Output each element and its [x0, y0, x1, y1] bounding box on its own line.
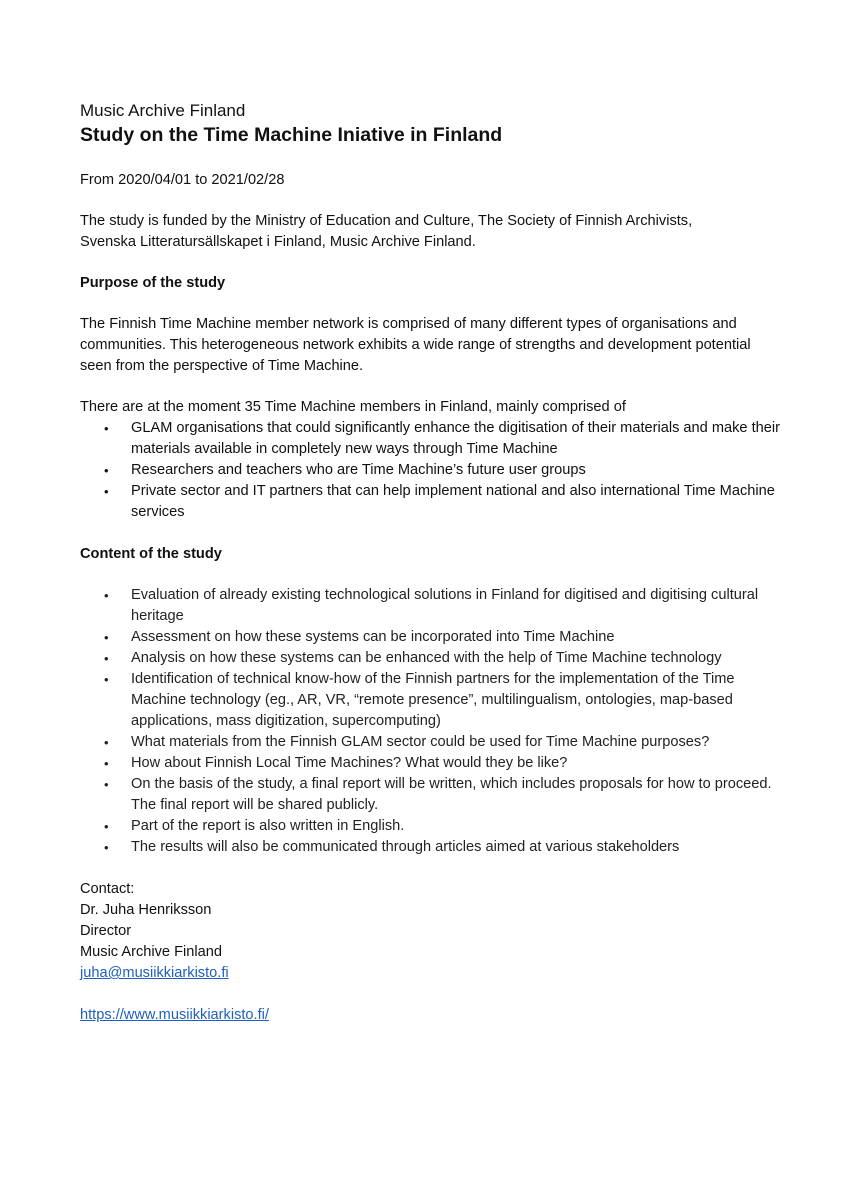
list-item: • Identification of technical know-how of the Finnish partners for the implementation of the Time Machine technology (eg., AR, VR, “remote presence”, multilingualism, ontologies, map-based applications, mass digitization, supercomputing) — [104, 671, 735, 729]
website-link[interactable]: https://www.musiikkiarkisto.fi/ — [80, 1007, 269, 1023]
bullet-icon: • — [104, 651, 109, 666]
bullet-icon: • — [104, 463, 109, 478]
bullet-icon: • — [104, 484, 109, 499]
bullet-icon: • — [104, 735, 109, 750]
funding-line-1: The study is funded by the Ministry of Education and Culture, The Society of Finnish Archivists, — [80, 213, 693, 229]
funding-line-2: Svenska Litteratursällskapet i Finland, Music Archive Finland. — [80, 234, 476, 250]
list-item: • The results will also be communicated through articles aimed at various stakeholders — [80, 837, 780, 858]
list-item: • Assessment on how these systems can be incorporated into Time Machine — [80, 627, 780, 648]
bullet-icon: • — [104, 630, 109, 645]
list-item: • Analysis on how these systems can be enhanced with the help of Time Machine technology — [80, 648, 780, 669]
bullet-icon: • — [104, 672, 109, 687]
list-item: • Part of the report is also written in English. — [80, 816, 780, 837]
bullet-icon: • — [104, 588, 109, 603]
email-link[interactable]: juha@musiikkiarkisto.fi — [80, 965, 229, 981]
contact-org: Music Archive Finland — [80, 944, 222, 960]
purpose-list — [80, 418, 780, 523]
members-intro: There are at the moment 35 Time Machine members in Finland, mainly comprised of — [80, 399, 626, 415]
bullet-icon: • — [104, 819, 109, 834]
list-item: • GLAM organisations that could significantly enhance the digitisation of their materials and make their materials available in completely new ways through Time Machine — [104, 420, 780, 457]
bullet-icon: • — [104, 421, 109, 436]
bullet-icon: • — [104, 756, 109, 771]
list-item: • How about Finnish Local Time Machines? What would they be like? — [80, 753, 780, 774]
purpose-paragraph: The Finnish Time Machine member network is comprised of many different types of organisations and communities. This heterogeneous network exhibits a wide range of strengths and development potential seen from the perspective of Time Machine. — [80, 316, 751, 374]
list-item: • Researchers and teachers who are Time Machine’s future user groups — [80, 460, 780, 481]
contact-block — [80, 879, 780, 984]
purpose-heading: Purpose of the study — [80, 275, 226, 291]
list-item: • Private sector and IT partners that can help implement national and also international Time Machine services — [104, 483, 775, 520]
document-page — [80, 100, 780, 1026]
bullet-icon: • — [104, 777, 109, 792]
org-name: Music Archive Finland — [80, 101, 246, 120]
bullet-icon: • — [104, 840, 109, 855]
contact-label: Contact: — [80, 881, 135, 897]
contact-name: Dr. Juha Henriksson — [80, 902, 212, 918]
list-item: • Evaluation of already existing technological solutions in Finland for digitised and digitising cultural heritage — [104, 587, 759, 624]
content-heading: Content of the study — [80, 546, 222, 562]
contact-role: Director — [80, 923, 132, 939]
content-list — [80, 585, 780, 858]
list-item: • What materials from the Finnish GLAM sector could be used for Time Machine purposes? — [80, 732, 780, 753]
page-title: Study on the Time Machine Iniative in Finland — [80, 124, 503, 146]
list-item: • On the basis of the study, a final report will be written, which includes proposals for how to proceed. The final report will be shared publicly. — [104, 776, 772, 813]
study-dates: From 2020/04/01 to 2021/02/28 — [80, 172, 285, 188]
